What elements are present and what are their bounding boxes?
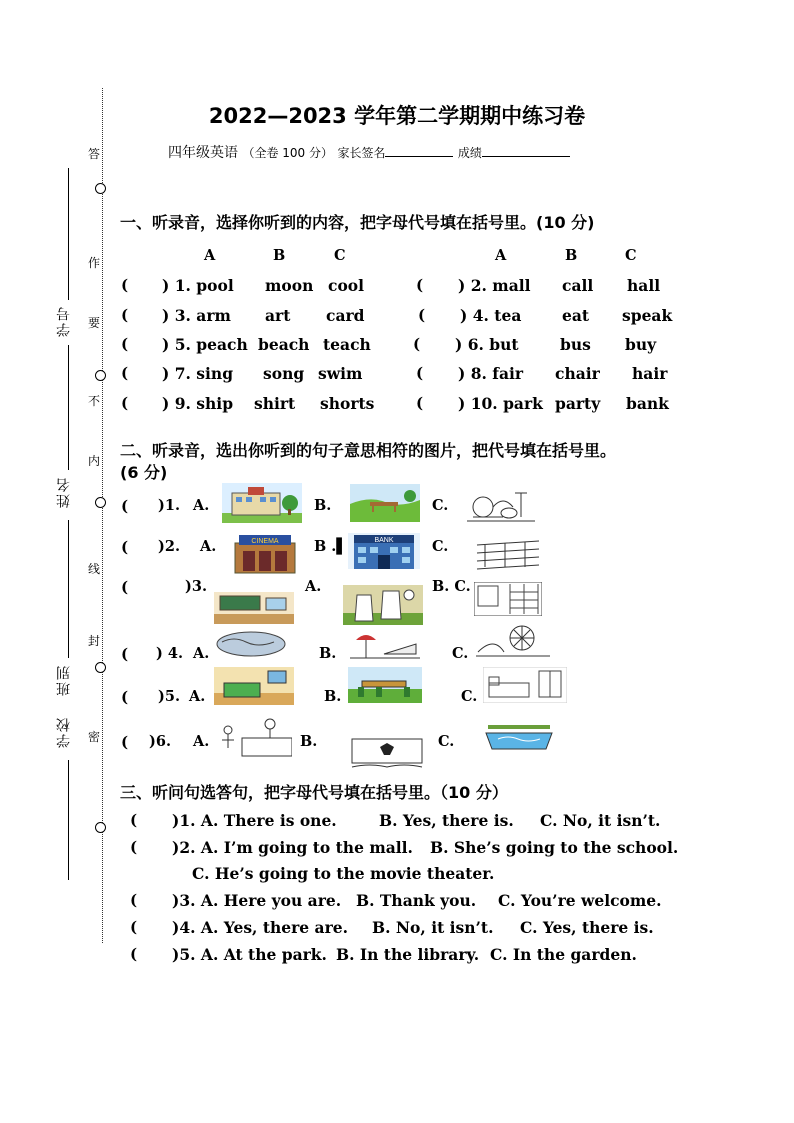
s2-option-b: B. xyxy=(314,497,332,514)
school-line xyxy=(68,760,69,880)
s2-item-num: )2. xyxy=(158,538,180,555)
name-line xyxy=(68,345,69,470)
bank-picture xyxy=(348,533,420,569)
s2-item-num: )1. xyxy=(158,497,180,514)
binding-char: 答 xyxy=(88,147,101,161)
answer-blank[interactable]: ( xyxy=(121,306,129,324)
s1-option-b: party xyxy=(555,394,601,413)
s1-item: ) 10. park xyxy=(458,394,543,413)
s1-item: ) 2. mall xyxy=(458,276,531,295)
s3-option-c: C. Yes, there is. xyxy=(520,918,654,937)
s1-item: ) 4. tea xyxy=(460,306,522,325)
binding-char: 线 xyxy=(88,562,101,576)
binding-dotted-line xyxy=(102,88,103,943)
s1-option-c: swim xyxy=(318,364,363,383)
s1-option-c: cool xyxy=(328,276,365,295)
s1-option-c: shorts xyxy=(320,394,375,413)
col-label-c: C xyxy=(334,247,346,264)
s2-option-a: A. xyxy=(193,497,210,514)
col-label-b: B xyxy=(565,247,578,264)
s1-option-b: moon xyxy=(265,276,314,295)
s3-option-c: C. He’s going to the movie theater. xyxy=(192,864,495,883)
s1-option-b: eat xyxy=(562,306,590,325)
shop-counter-picture xyxy=(218,716,292,758)
zoo-picture xyxy=(463,485,538,525)
s2-item-num: )3. xyxy=(185,578,207,595)
s1-item: ) 7. sing xyxy=(162,364,234,383)
subtitle-line xyxy=(168,142,570,162)
parent-sign-field[interactable] xyxy=(385,144,453,157)
s1-item: ) 8. fair xyxy=(458,364,524,383)
s2-option-a: A. xyxy=(193,645,210,662)
s3-option-a: A. I’m going to the mall. xyxy=(200,838,413,857)
art-room-picture xyxy=(343,585,423,625)
binding-hole xyxy=(95,370,106,381)
s3-item-a xyxy=(172,811,337,830)
s2-item-num: ) 4. xyxy=(156,645,184,662)
student-id-label: 学号 xyxy=(56,305,72,337)
s3-option-a: A. Yes, there are. xyxy=(200,918,349,937)
s2-option-b: B. xyxy=(300,733,318,750)
score-field[interactable] xyxy=(482,144,570,157)
living-room-picture xyxy=(214,667,294,705)
cinema-picture xyxy=(231,533,299,575)
s2-option-b: B. xyxy=(319,645,337,662)
s2-option-c: C. xyxy=(432,497,449,514)
swimming-pool-picture xyxy=(484,719,554,753)
s2-option-c: C. xyxy=(452,645,469,662)
s3-option-a: A. There is one. xyxy=(200,811,337,830)
subject-label: 四年级英语 xyxy=(168,145,238,161)
s1-item: ) 3. arm xyxy=(162,306,231,325)
s1-option-b: chair xyxy=(555,364,600,383)
binding-hole xyxy=(95,822,106,833)
library-picture xyxy=(474,582,542,616)
answer-blank[interactable]: ( xyxy=(121,364,129,382)
col-label-a: A xyxy=(495,247,507,264)
s2-option-a: A. xyxy=(193,733,210,750)
s2-option-bc: B. C. xyxy=(432,578,471,595)
binding-hole xyxy=(95,662,106,673)
s1-item: ) 1. pool xyxy=(162,276,234,295)
s1-option-b: bus xyxy=(560,335,591,354)
s1-option-c: card xyxy=(326,306,365,325)
s3-option-c: C. You’re welcome. xyxy=(498,891,662,910)
answer-blank[interactable]: ( xyxy=(121,578,129,596)
s2-option-c: C. xyxy=(432,538,449,555)
s3-num: )5. xyxy=(172,945,196,964)
s2-option-b: B. xyxy=(324,688,342,705)
binding-char: 不 xyxy=(88,394,101,408)
s3-option-a: A. At the park. xyxy=(200,945,327,964)
section2-title: 二、听录音，选出你听到的句子意思相符的图片，把代号填在括号里。 xyxy=(120,441,617,460)
s1-option-b: beach xyxy=(258,335,310,354)
s3-option-b: B. No, it isn’t. xyxy=(372,918,494,937)
answer-blank[interactable]: ( xyxy=(121,733,129,751)
amusement-park-picture xyxy=(474,622,552,658)
s2-item-num: )5. xyxy=(158,688,180,705)
beach-picture xyxy=(350,628,420,660)
school-picture xyxy=(222,483,302,523)
section2-title-score: (6 分) xyxy=(120,463,168,482)
s3-option-c: C. No, it isn’t. xyxy=(540,811,661,830)
s1-option-c: buy xyxy=(625,335,657,354)
binding-char: 要 xyxy=(88,316,101,330)
park-picture xyxy=(350,484,420,522)
answer-blank[interactable]: ( xyxy=(130,891,138,909)
s1-item: ) 5. peach xyxy=(162,335,248,354)
col-label-c: C xyxy=(625,247,637,264)
binding-hole xyxy=(95,183,106,194)
classroom-picture xyxy=(214,592,294,624)
s3-item-a xyxy=(172,918,348,937)
answer-blank[interactable]: ( xyxy=(130,945,138,963)
s1-option-c: hall xyxy=(627,276,661,295)
s2-option-a: A. xyxy=(305,578,322,595)
answer-blank[interactable]: ( xyxy=(121,538,129,556)
binding-hole xyxy=(95,497,106,508)
col-label-b: B xyxy=(273,247,286,264)
s3-option-b: B. Thank you. xyxy=(356,891,477,910)
binding-char: 封 xyxy=(88,634,101,648)
dining-room-picture xyxy=(348,667,422,703)
section1-title: 一、听录音，选择你听到的内容，把字母代号填在括号里。(10 分) xyxy=(120,213,595,232)
answer-blank[interactable]: ( xyxy=(130,838,138,856)
s3-option-b: B. She’s going to the school. xyxy=(430,838,679,857)
total-score-note: （全卷 100 分） xyxy=(242,146,333,160)
s2-item-num: )6. xyxy=(149,733,171,750)
name-label: 姓名 xyxy=(56,476,72,508)
answer-blank[interactable]: ( xyxy=(413,335,421,353)
binding-char: 内 xyxy=(88,454,101,468)
s2-option-a: A. xyxy=(189,688,206,705)
s1-item: ) 9. ship xyxy=(162,394,234,413)
pool-picture xyxy=(214,626,289,658)
answer-blank[interactable]: ( xyxy=(130,918,138,936)
s1-option-b: call xyxy=(562,276,594,295)
s3-item-a xyxy=(172,891,341,910)
student-id-line xyxy=(68,168,69,300)
answer-blank[interactable]: ( xyxy=(121,335,129,353)
s3-option-b: B. Yes, there is. xyxy=(379,811,514,830)
s2-option-a: A. xyxy=(200,538,217,555)
answer-blank[interactable]: ( xyxy=(418,306,426,324)
col-label-a: A xyxy=(204,247,216,264)
parent-sign-label: 家长签名 xyxy=(337,146,386,160)
answer-blank[interactable]: ( xyxy=(416,394,424,412)
cinema-sign-text: CINEMA xyxy=(251,538,279,545)
s2-option-c: C. xyxy=(461,688,478,705)
s3-num: )4. xyxy=(172,918,196,937)
s1-option-c: teach xyxy=(323,335,371,354)
answer-blank[interactable]: ( xyxy=(121,688,129,706)
s3-option-a: A. Here you are. xyxy=(200,891,342,910)
score-label: 成绩 xyxy=(457,146,482,160)
s3-num: )3. xyxy=(172,891,196,910)
s3-item-a xyxy=(172,945,327,964)
class-line xyxy=(68,520,69,658)
answer-blank[interactable]: ( xyxy=(121,645,129,663)
s1-option-b: art xyxy=(265,306,291,325)
s3-num: )2. xyxy=(172,838,196,857)
answer-blank[interactable]: ( xyxy=(121,276,129,294)
s3-option-b: B. In the library. xyxy=(336,945,480,964)
s3-option-c: C. In the garden. xyxy=(490,945,637,964)
s2-option-c: C. xyxy=(438,733,455,750)
page-title: 2022—2023 学年第二学期期中练习卷 xyxy=(208,104,586,128)
bookstore-picture xyxy=(350,737,424,773)
s3-num: )1. xyxy=(172,811,196,830)
s1-option-c: bank xyxy=(626,394,669,413)
binding-char: 密 xyxy=(88,730,101,744)
s1-option-b: song xyxy=(263,364,305,383)
bedroom-picture xyxy=(483,667,567,703)
answer-blank[interactable]: ( xyxy=(416,364,424,382)
section3-title: 三、听问句选答句，把字母代号填在括号里。（10 分） xyxy=(120,783,508,802)
answer-blank[interactable]: ( xyxy=(121,497,129,515)
answer-blank[interactable]: ( xyxy=(130,811,138,829)
binding-char: 作 xyxy=(88,256,101,270)
mall-picture xyxy=(475,537,541,571)
bank-sign-text: BANK xyxy=(374,537,394,544)
class-label: 班别 xyxy=(56,664,72,696)
s2-option-b: B .▌ xyxy=(314,538,348,555)
s1-option-c: hair xyxy=(632,364,668,383)
s3-item-a xyxy=(172,838,413,857)
answer-blank[interactable]: ( xyxy=(416,276,424,294)
s1-option-b: shirt xyxy=(254,394,296,413)
answer-blank[interactable]: ( xyxy=(121,394,129,412)
s1-option-c: speak xyxy=(622,306,673,325)
school-label: 学校 xyxy=(56,716,72,748)
s1-item: ) 6. but xyxy=(455,335,519,354)
